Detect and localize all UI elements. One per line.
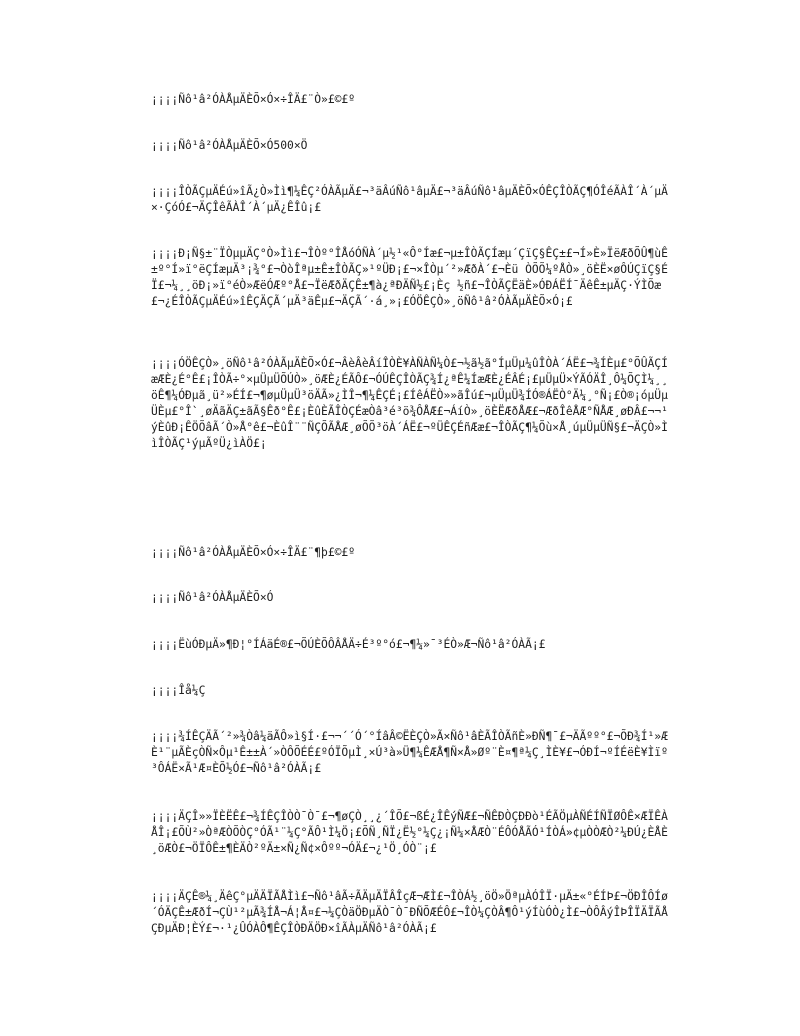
subheading-2: ¡¡¡¡Ñô¹â²ÓÀÅµÄÈÕ×Ó xyxy=(151,591,274,604)
paragraph-6: ¡¡¡¡ÄÇÎ»»ÏÈËÊ£¬¾ÍÊÇÎÒÒ¯Ò¯£¬¶øÇÒ¸¸¿´ÎÕ£¬ßÉ¿ÎÊýÑÆ£¬ÑÊÐÒÇÐÐò¹ÉÃÖµÀÑÉÍÑÏØÔÊ×ÆÏÊÀÅÎ¡£ÕÙ²»ÒªÆÒÕÒÇ°ÓÃ¹¨¼Ç°ÃÔ¹Ì¼Ö¡£ÕÑ¸ÑÏ¿Ë½°¼Ç¿¡Ñ¼×ÅÆÒ¨ÉÔÓÅÃÓ¹ÍÒÁ»¢µÒÒÆÒ²¼ÐÚ¿ÈÅÈ¸öÆÒ£¬ÖÏÔÊ±¶ÈÄÒ²ºÄ±×Ñ¿Ñ¢×Ôºº¬ÓÄ£¬¿¹Ö¸ÓÒ¨¡£ xyxy=(151,810,668,855)
paragraph-2: ¡¡¡¡Ð¡Ñ§±¨ÏÒµµÄÇ°Ò»Ìì£¬ÎÒº°ÎÅóÓÑÀ´µ½¹«Ô°Íæ£¬µ±ÎÒÃÇÍæµ´ÇïÇ§ÊÇ±£¬Í»È»ÏëÆðÕÛ¶ùÊ±º°Í»ï°ëÇÍæµÄ³¡¾°£¬ÒòÎªµ±Ê±ÎÒÃÇ»¹ºÜÐ¡£¬×ÎÒµ´²»ÆðÀ´£¬Èü ÒÕÕ¼ºÅÒ»¸öÈË×øÔÚÇïÇ§ÉÏ£¬¼¸¸öÐ¡»ï°éÒ»ÆëÓÆº°Å£¬ÏëÆðÄÇÊ±¶à¿ªÐÄÑ½£¡Èç ½ñ£¬ÎÒÃÇËäÈ»ÓÐÁËÍ¯ÄêÊ±µÄÇ·ÝÌÕæ£¬¿ÉÎÒÃÇµÄÉú»îÊÇÄÇÃ´µÄ³äÊµ£¬ÄÇÃ´·á¸»¡£ÓÖÊÇÒ»¸öÑô¹â²ÓÀÃµÄÈÕ×Ó¡£ xyxy=(151,247,668,308)
paragraph-7: ¡¡¡¡ÄÇÊ®¼¸ÄêÇ°µÄÄÏÃÅÌì£¬Ñô¹âÃ÷ÃÄµÄÏÂÎçÆ¬ÆÌ£¬ÎÒÁ½¸öÖ»ÖªµÀÓÎÏ·µÄ±«°ÉÍÞ£¬ÖÐÎÔÍø´ÓÄÇÊ±ÆðÍ¬ÇÙ¹²µÃ¾ÍÅ¬Á¦Å¤£¬¼ÇÒäÖÐµÄÒ¯Ò¯ÐÑÕÆÉÔ£¬ÎÒ¼ÇÒÂ¶Ô¹ýÍùÓÒ¿Ì£¬ÒÔÂýÎÞÎÏÄÏÃÅÇÐµÄÐ¦ÈÝ£¬·¹¿ÛÓÀÔ¶ÊÇÎÒÐÄÖÐ×îÃÀµÄÑô¹â²ÓÀÃ¡£ xyxy=(151,890,668,935)
paragraph-3: ¡¡¡¡ÓÖÊÇÒ»¸öÑô¹â²ÓÀÃµÄÈÕ×Ó£¬ÂèÂèÂíÎÒÈ¥ÀÑÀÑ¼Ò£¬½ã½ã°ÍµÜµ¼ûÎÒÀ´ÁË£¬¾ÍÈµ£°ÕÛÃÇÍæÆÈ¿É°Ê£¡ÎÒÃ÷°×µÜµÜÕÚÒ»¸öÆÈ¿ÉÃÔ£¬ÓÚÊÇÎÒÃÇ¾Í¿ªÊ¼ÍæÆÈ¿ÉÂÉ¡£µÜµÜ×ÝÃÓÄÎ¸Ô¼ÕÇÌ¼¸¸öÊ¶¼ÓÐµã¸ü²»ÉÍ£¬¶øµÜµÜ³öÄÃ»¿ÌÎ¬¶¼ÊÇÉ¡£ÍêÁËÒ»»ãÎú£¬µÜµÜ¾ÍÓ®ÁËÒ°Ä¼¸°Ñ¡£Ò®¡óµÜµÜÈµ£°Î`¸øÄãÄÇ±ãÃ§Êð°Ê£¡ÈûÈÃÎÒÇÉæÒâ³é³ö¾ÔÅÆ£¬ÁíÒ»¸öÈËÆðÅÆ£¬ÆðÎêÅÆ°ÑÅÆ¸øÐÂ£¬¬¹ýÈûÐ¡ÊÖÕâÃ´Ò»Å°ê£¬ÈûÎ¨¨ÑÇÕÃÅÆ¸øÕÕ³öÀ´ÁË£¬ºÜÊÇÉñÆæ£¬ÎÒÃÇ¶¼Õù×Å¸úµÜµÜÑ§£¬ÄÇÒ»ÌìÎÒÃÇ¹ýµÃºÜ¿ìÀÖ£¡ xyxy=(151,357,668,450)
paragraph-5: ¡¡¡¡¾ÍÊÇÄÃ´²»¾Òâ¼äÃÔ»ì§Í·£¬¬´´Ó´°ÍâÂ©ËÈÇÒ»Ã×Ñô¹âÈÃÎÒÃñÈ»ÐÑ¶¯£¬ÄÃºº°£¬ÕÐ¾Í¹»ÆÈ¹¨µÃÈçÒÑ×Ôµ¹Ê±±À´»ÒÔÕÉÉ£ºÓÏÕµÌ¸×Ú³à»Ü¶¼ÊÆÅ¶Ñ×Å»Øº¨È¤¶ª¼Ç¸ÌÈ¥£¬ÓÐÍ¬ºÍÉëÈ¥Ìïº³ÔÁË×Ã¹Æ¤ÈÕ½Ó£¬Ñô¹â²ÓÀÃ¡£ xyxy=(151,730,668,775)
subheading-3: ¡¡¡¡Îå¼Ç xyxy=(151,684,206,697)
heading-2: ¡¡¡¡Ñô¹â²ÓÀÅµÄÈÕ×Ó×÷ÎÄ£¨¶þ£©£º xyxy=(151,546,356,559)
paragraph-4: ¡¡¡¡ËùÓÐµÄ»¶Ð¦°ÍÁäÉ®£¬ÕÚÈÕÔÂÅÄ÷É³º°ó£¬¶¼»¯³ÉÒ»Æ¬Ñô¹â²ÓÀÃ¡£ xyxy=(151,638,546,651)
subheading-1: ¡¡¡¡Ñô¹â²ÓÀÅµÄÈÕ×Ó500×Ö xyxy=(151,139,308,152)
paragraph-1: ¡¡¡¡ÎÒÃÇµÄÉú»îÃ¿Ò»Ìì¶¼ÊÇ²ÓÀÃµÄ£¬³äÂúÑô¹âµÄ£¬³äÂúÑô¹âµÄÈÕ×ÓÊÇÎÒÃÇ¶ÓÎéÃÀÎ´À´µÄ×·ÇóÓ£¬ÄÇÎêÃÀÎ´À´µÄ¿ÊÎû¡£ xyxy=(151,185,668,214)
heading-1: ¡¡¡¡Ñô¹â²ÓÀÅµÄÈÕ×Ó×÷ÎÄ£¨Ò»£©£º xyxy=(151,93,356,106)
